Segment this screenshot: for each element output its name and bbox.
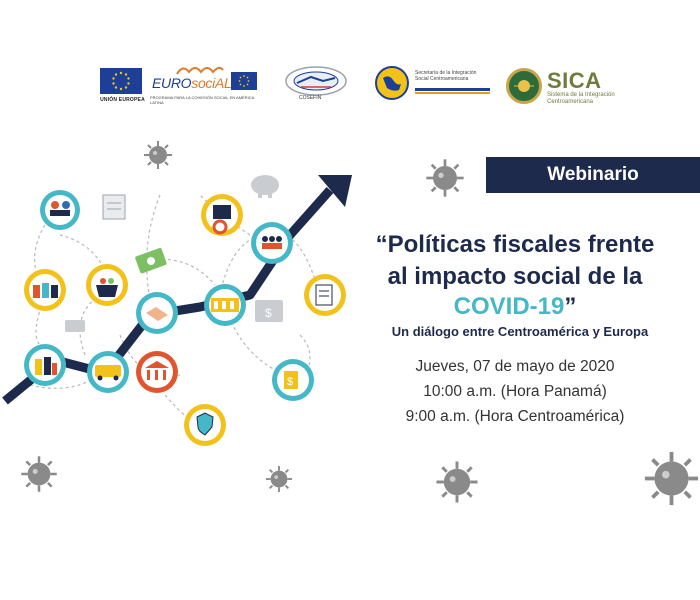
sica-subtitle: Sistema de la Integración Centroamericana [547,92,615,105]
handshake-node-icon [136,292,178,334]
report-node-icon [201,194,243,236]
team-node-icon [24,269,66,311]
family-node-icon [24,344,66,386]
svg-text:$: $ [287,376,294,388]
fiscal-network-illustration [0,135,360,455]
money-icon [135,247,167,273]
sisca-text: Secretaría de la Integración Social Centroamericana [415,70,477,82]
shield-node-icon [184,404,226,446]
eu-flag-icon [100,68,142,94]
eurosocial-caption: PROGRAMA PARA LA COHESIÓN SOCIAL EN AMÉRICA LATINA [150,95,255,105]
svg-text:$: $ [265,306,272,320]
clipboard-icon [103,195,125,219]
document-node-icon [304,274,346,316]
virus-icon [143,140,173,170]
event-time-panama: 10:00 a.m. (Hora Panamá) [423,383,607,400]
virus-icon [435,460,479,504]
bank-node-icon [136,351,178,393]
bus-node-icon [87,351,129,393]
event-subtitle: Un diálogo entre Centroamérica y Europa [391,324,649,339]
virus-icon [20,455,58,493]
meeting-node-icon [40,190,80,230]
event-time-centroamerica: 9:00 a.m. (Hora Centroamérica) [405,408,625,425]
vehicle-icon [65,320,85,332]
coins-node-icon [272,359,314,401]
event-title-line3: COVID-19” [453,293,577,320]
sica-wordmark: SICA [547,68,602,93]
event-date: Jueves, 07 de mayo de 2020 [415,358,615,375]
virus-icon [643,450,700,507]
eurosocial-wordmark: EUROsociAL [152,75,232,91]
sisca-flag-bar [415,88,490,91]
sica-emblem-icon [506,68,542,104]
cosefin-caption: COSEFIN [299,95,322,101]
folder-dollar-icon [255,300,283,322]
eu-flag-small-icon [231,72,257,90]
virus-icon [265,465,293,493]
sisca-emblem-icon [375,66,409,100]
people-node-icon [251,222,293,264]
eurosocial-figures-icon [175,62,225,76]
piggy-bank-icon [251,175,279,198]
government-building-node-icon [204,284,246,326]
event-title-line1: “Políticas fiscales frente [375,231,655,258]
eu-caption: UNIÓN EUROPEA [100,97,145,103]
virus-icon [425,158,465,198]
sisca-flag-bar-accent [415,92,490,94]
webinar-label: Webinario [547,164,639,185]
event-title-line2: al impacto social de la [387,263,643,290]
basket-node-icon [86,264,128,306]
